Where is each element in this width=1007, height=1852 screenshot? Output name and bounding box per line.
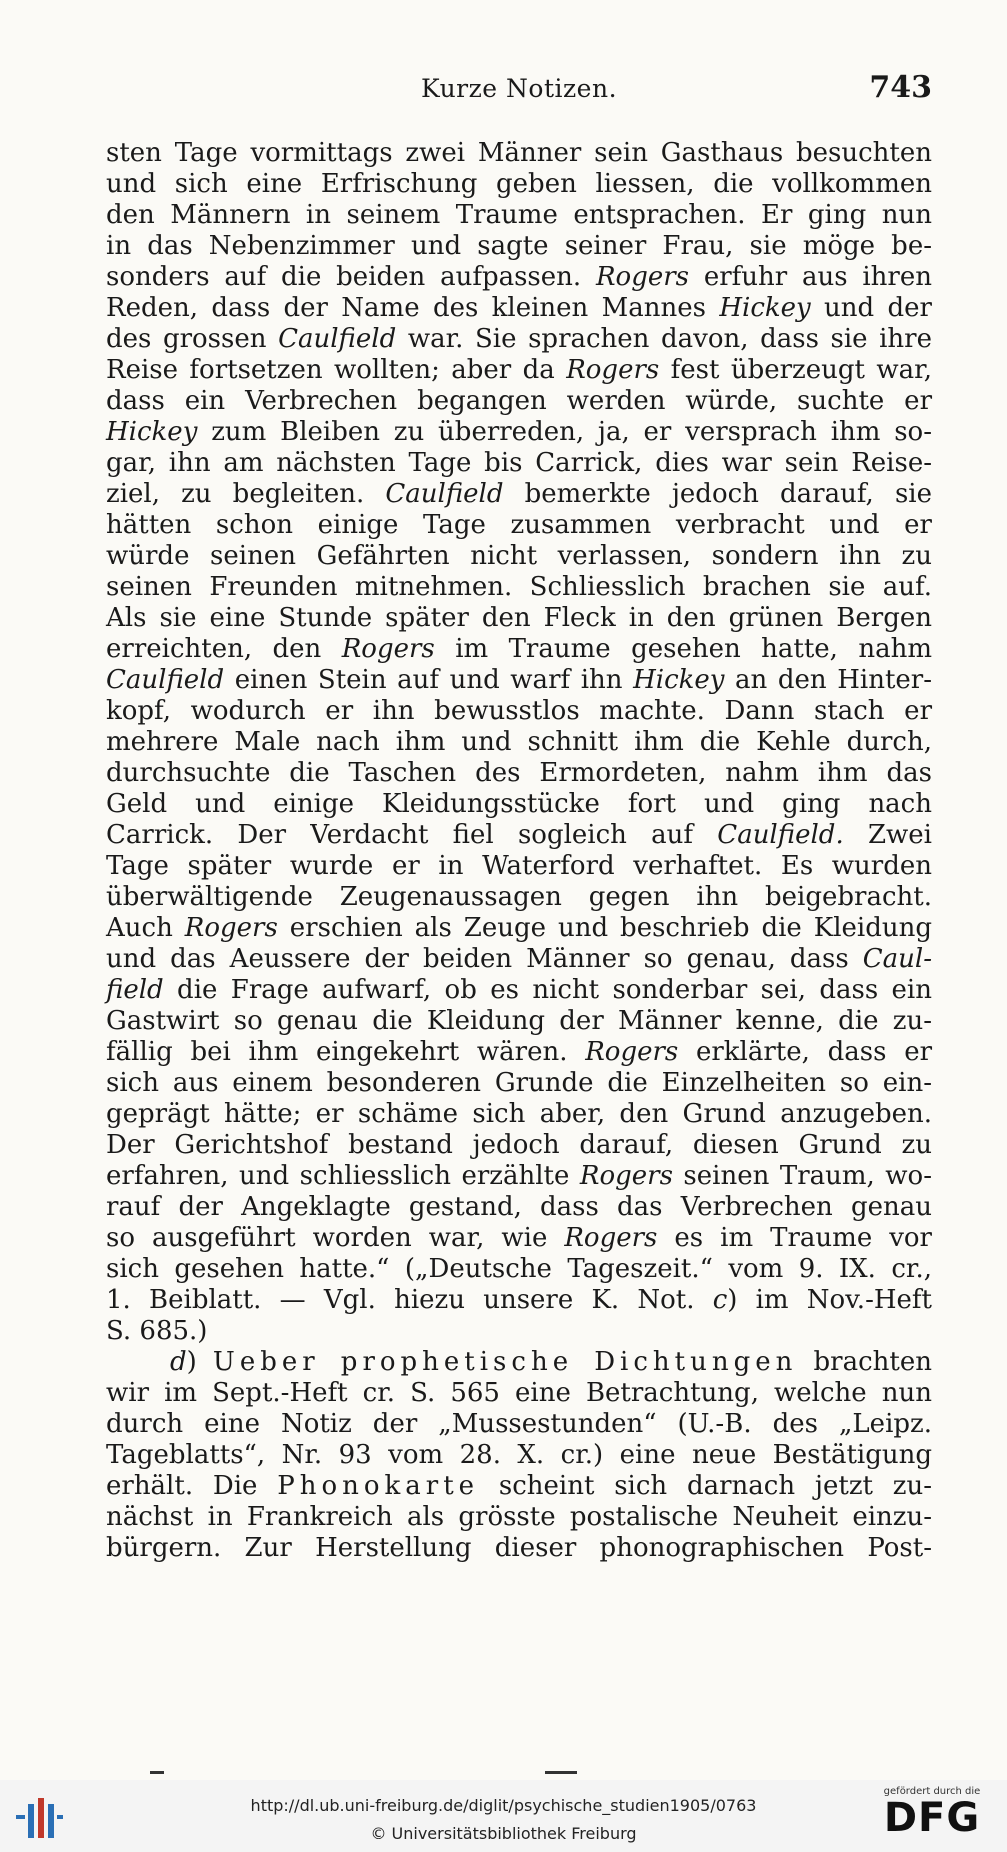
text-line [106, 1192, 932, 1223]
text-line [106, 479, 932, 510]
text-line [106, 1471, 932, 1502]
copyright-notice: © Universitätsbibliothek Freiburg [370, 1824, 637, 1843]
italic-name: Rogers [579, 1161, 673, 1191]
text-line [106, 417, 932, 448]
italic-name: Caulfield. [717, 820, 844, 850]
text-run: den Männern in seinem Traume entsprachen. Er ging nun [106, 200, 932, 230]
text-line [106, 1533, 932, 1564]
text-line [106, 1502, 932, 1533]
text-run: Tageblatts“, Nr. 93 vom 28. X. cr.) eine neue Bestätigung [106, 1440, 932, 1470]
text-line [106, 386, 932, 417]
text-run: sich gesehen hatte.“ („Deutsche Tageszeit.“ vom 9. IX. cr., [106, 1254, 932, 1284]
text-run: zum Bleiben zu überreden, ja, er versprach ihm so- [197, 417, 932, 447]
text-run: und das Aeussere der beiden Männer so genau, dass [106, 944, 863, 974]
text-run: hätten schon einige Tage zusammen verbracht und er [106, 510, 932, 540]
text-line [106, 603, 932, 634]
running-head [106, 70, 932, 108]
text-run: ) [186, 1347, 213, 1377]
text-run: nächst in Frankreich als grösste postalische Neuheit einzu- [106, 1502, 932, 1532]
text-line [106, 1099, 932, 1130]
text-run: erreichten, den [106, 634, 342, 664]
italic-name: Rogers [595, 262, 690, 292]
italic-name: Caul- [862, 944, 932, 974]
text-run: war. Sie sprachen davon, dass sie ihre [396, 324, 932, 354]
dfg-mark: DFG [883, 1795, 981, 1841]
text-run: wir im Sept.-Heft cr. S. 565 eine Betrachtung, welche nun [106, 1378, 932, 1408]
text-run: des grossen [106, 324, 279, 354]
text-run: Carrick. Der Verdacht fiel sogleich auf [106, 820, 718, 850]
text-run: in das Nebenzimmer und sagte seiner Frau, sie möge be- [106, 231, 932, 261]
italic-name: Rogers [566, 355, 660, 385]
text-line [106, 1409, 932, 1440]
text-line [106, 200, 932, 231]
text-line [106, 1316, 932, 1347]
text-line [106, 1378, 932, 1409]
spaced-emphasis: Phonokarte [277, 1471, 480, 1501]
text-line [106, 1254, 932, 1285]
text-run: mehrere Male nach ihm und schnitt ihm die Kehle durch, [106, 727, 932, 757]
text-run: scheint sich darnach jetzt zu- [479, 1471, 932, 1501]
text-run: sich aus einem besonderen Grunde die Einzelheiten so ein- [106, 1068, 932, 1098]
text-line [106, 355, 932, 386]
text-run: brachten [797, 1347, 932, 1377]
crop-mark-right [545, 1771, 577, 1774]
text-run: Auch [106, 913, 185, 943]
text-run: und der [810, 293, 932, 323]
text-run: fest überzeugt war, [659, 355, 932, 385]
text-line [106, 1223, 932, 1254]
text-run: rauf der Angeklagte gestand, dass das Verbrechen genau [106, 1192, 932, 1222]
text-run: so ausgeführt worden war, wie [106, 1223, 565, 1253]
text-line [106, 1006, 932, 1037]
text-run: würde seinen Gefährten nicht verlassen, sondern ihn zu [106, 541, 932, 571]
text-line [106, 541, 932, 572]
text-line [106, 944, 932, 975]
text-line [106, 634, 932, 665]
text-line [106, 913, 932, 944]
text-line [106, 1068, 932, 1099]
text-run: überwältigende Zeugenaussagen gegen ihn beigebracht. [106, 882, 932, 912]
text-run: im Traume gesehen hatte, nahm [434, 634, 932, 664]
text-line [106, 1440, 932, 1471]
italic-name: Rogers [184, 913, 278, 943]
text-line [106, 1347, 932, 1378]
library-footer [0, 1780, 1007, 1852]
dfg-logo [873, 1786, 991, 1839]
text-line [106, 758, 932, 789]
text-line [106, 1161, 932, 1192]
text-run: einen Stein auf und warf ihn [224, 665, 634, 695]
text-run: sonders auf die beiden aufpassen. [106, 262, 596, 292]
text-run: Geld und einige Kleidungsstücke fort und ging nach [106, 789, 932, 819]
text-run: erfuhr aus ihren [689, 262, 932, 292]
text-line [106, 1285, 932, 1316]
text-run: erhält. Die [106, 1471, 278, 1501]
text-run: Zwei [843, 820, 932, 850]
text-line [106, 1037, 932, 1068]
text-run: bürgern. Zur Herstellung dieser phonographischen Post- [106, 1533, 932, 1563]
text-run: seinen Traum, wo- [672, 1161, 932, 1191]
text-line [106, 727, 932, 758]
text-run: es im Traume vor [657, 1223, 932, 1253]
text-line [106, 448, 932, 479]
text-run: erklärte, dass er [678, 1037, 933, 1067]
dfg-caption: gefördert durch die [883, 1786, 981, 1797]
spaced-emphasis: Ueber prophetische Dichtungen [212, 1347, 798, 1377]
italic-name: c [712, 1285, 728, 1315]
text-run: durchsuchte die Taschen des Ermordeten, nahm ihm das [106, 758, 932, 788]
text-line [106, 665, 932, 696]
italic-name: Hickey [719, 293, 811, 323]
text-line [106, 262, 932, 293]
text-run: Gastwirt so genau die Kleidung der Männer kenne, die zu- [106, 1006, 932, 1036]
text-line [106, 231, 932, 262]
body-text [106, 138, 932, 1564]
italic-name: Caulfield [106, 665, 225, 695]
italic-name: Caulfield [385, 479, 504, 509]
text-run: ) im Nov.-Heft [727, 1285, 932, 1315]
text-line [106, 1130, 932, 1161]
text-run: Als sie eine Stunde später den Fleck in den grünen Bergen [106, 603, 932, 633]
crop-mark-left [150, 1771, 164, 1774]
italic-name: Rogers [585, 1037, 679, 1067]
text-run: Tage später wurde er in Waterford verhaftet. Es wurden [106, 851, 932, 881]
text-run: bemerkte jedoch darauf, sie [503, 479, 932, 509]
text-line [106, 169, 932, 200]
text-run: gar, ihn am nächsten Tage bis Carrick, dies war sein Reise- [106, 448, 932, 478]
text-run: fällig bei ihm eingekehrt wären. [106, 1037, 586, 1067]
text-line [106, 851, 932, 882]
text-run: Reden, dass der Name des kleinen Mannes [106, 293, 720, 323]
text-run: seinen Freunden mitnehmen. Schliesslich brachen sie auf. [106, 572, 932, 602]
text-run: dass ein Verbrechen begangen werden würde, suchte er [106, 386, 932, 416]
text-run: durch eine Notiz der „Mussestunden“ (U.-B. des „Leipz. [106, 1409, 932, 1439]
text-run: an den Hinter- [724, 665, 932, 695]
text-run: 1. Beiblatt. — Vgl. hiezu unsere K. Not. [106, 1285, 713, 1315]
text-line [106, 882, 932, 913]
permalink-url[interactable]: http://dl.ub.uni-freiburg.de/diglit/psychische_studien1905/0763 [250, 1796, 757, 1815]
running-title: Kurze Notizen. [420, 74, 618, 103]
italic-name: Rogers [341, 634, 435, 664]
text-run: S. 685.) [106, 1316, 208, 1346]
text-run: sten Tage vormittags zwei Männer sein Gasthaus besuchten [106, 138, 932, 168]
text-run: geprägt hätte; er schäme sich aber, den Grund anzugeben. [106, 1099, 932, 1129]
text-line [106, 820, 932, 851]
italic-name: Caulfield [278, 324, 397, 354]
text-run: erschien als Zeuge und beschrieb die Kleidung [277, 913, 932, 943]
text-run: erfahren, und schliesslich erzählte [106, 1161, 580, 1191]
page-number: 743 [869, 70, 932, 105]
text-line [106, 572, 932, 603]
italic-name: Rogers [564, 1223, 658, 1253]
text-line [106, 696, 932, 727]
italic-name: field [106, 975, 164, 1005]
text-line [106, 789, 932, 820]
text-line [106, 975, 932, 1006]
text-line [106, 510, 932, 541]
text-run: und sich eine Erfrischung geben liessen, die vollkommen [106, 169, 932, 199]
text-run: kopf, wodurch er ihn bewusstlos machte. Dann stach er [106, 696, 932, 726]
text-line [106, 138, 932, 169]
italic-name: d [170, 1347, 187, 1377]
text-run: ziel, zu begleiten. [106, 479, 386, 509]
text-run: die Frage aufwarf, ob es nicht sonderbar sei, dass ein [163, 975, 932, 1005]
text-line [106, 293, 932, 324]
text-line [106, 324, 932, 355]
italic-name: Hickey [633, 665, 725, 695]
italic-name: Hickey [106, 417, 198, 447]
text-run: Reise fortsetzen wollten; aber da [106, 355, 567, 385]
text-run: Der Gerichtshof bestand jedoch darauf, diesen Grund zu [106, 1130, 932, 1160]
